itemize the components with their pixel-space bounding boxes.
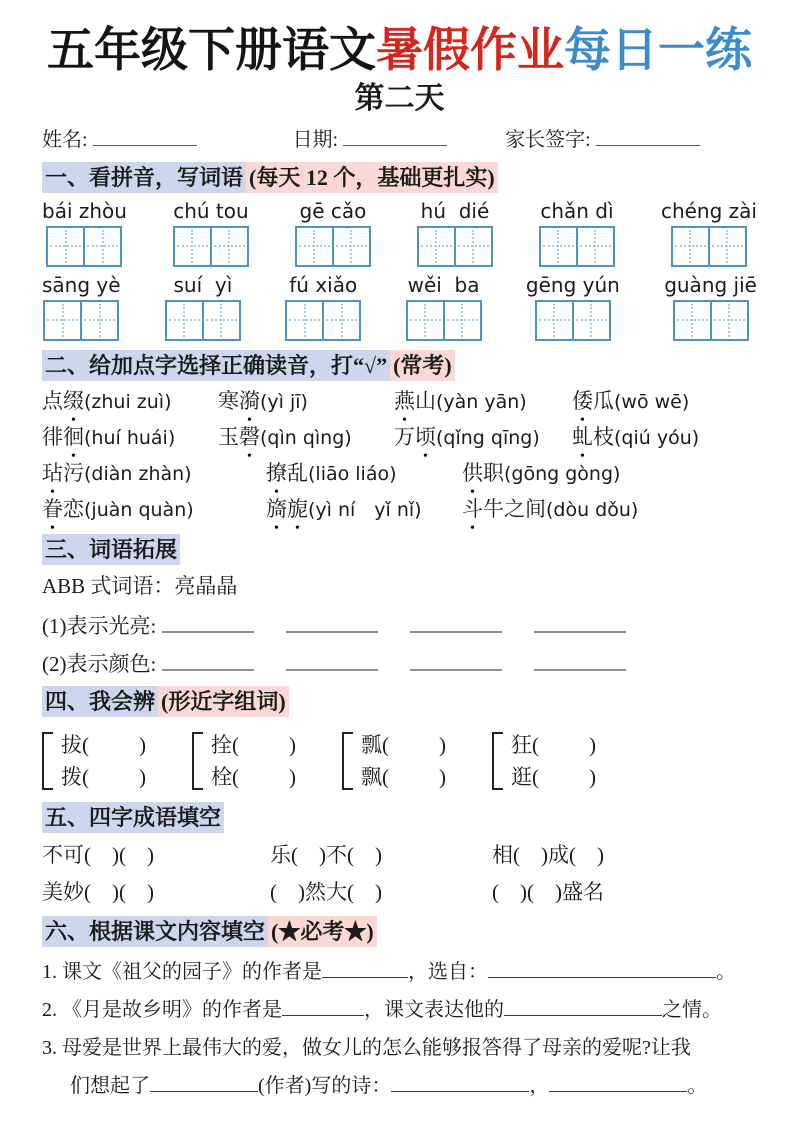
character-pair (192, 729, 296, 793)
fill-blank[interactable] (89, 770, 139, 784)
word-char: 倭 (572, 388, 593, 413)
section2-note: (常考) (390, 350, 455, 381)
writing-grid (539, 226, 615, 267)
writing-grid (417, 226, 493, 267)
pair-line (511, 761, 596, 793)
fill-in-line (42, 998, 757, 1023)
word-row (42, 495, 757, 525)
word-row (42, 459, 757, 489)
fill-blank[interactable] (539, 770, 589, 784)
character-pair (342, 729, 446, 793)
fill-blank[interactable] (488, 963, 716, 978)
pair-line (511, 729, 596, 761)
text-segment: ，课文表达他的 (364, 998, 504, 1021)
title-grade-part: 五年级下册语文 (47, 23, 376, 76)
writing-grid-cell[interactable] (539, 226, 578, 267)
paren-close: ) (139, 764, 146, 789)
date-blank[interactable] (343, 131, 447, 146)
section1-title: 一、看拼音，写词语 (42, 162, 246, 193)
word-char: 漪 (239, 388, 260, 413)
text-segment: ， (529, 1074, 550, 1097)
word-char: 虬 (572, 424, 593, 449)
paren-open: ( (82, 732, 89, 757)
character-pair (492, 729, 596, 793)
writing-grid (671, 226, 747, 267)
bracket-icon (192, 732, 203, 790)
line-label: (2)表示颜色: (42, 651, 162, 676)
writing-grid-cell[interactable] (80, 300, 119, 341)
idiom-item: 乐( )不( ) (270, 842, 382, 867)
word-char: 斗 (462, 496, 483, 521)
paren-close: ) (439, 764, 446, 789)
section2-title: 二、给加点字选择正确读音，打“√” (42, 350, 390, 381)
word-char: 万 (394, 424, 415, 449)
writing-grid (46, 226, 122, 267)
fill-blank[interactable] (239, 738, 289, 752)
paren-open: ( (532, 764, 539, 789)
word-char: 恋 (63, 496, 84, 521)
pinyin-row (42, 274, 757, 341)
writing-grid-cell[interactable] (173, 226, 212, 267)
similar-characters-area (42, 729, 757, 793)
writing-grid-cell[interactable] (576, 226, 615, 267)
fill-in-line (42, 960, 757, 985)
pair-line (61, 729, 146, 761)
paren-close: ) (289, 732, 296, 757)
word-char: 牛 (483, 496, 504, 521)
word-char: 污 (63, 460, 84, 485)
section4-title: 四、我会辨 (42, 686, 158, 717)
pinyin-word: suí yì (173, 272, 233, 297)
text-segment: (作者)写的诗： (258, 1074, 392, 1097)
writing-grid-cell[interactable] (443, 300, 482, 341)
text-segment: 。 (716, 960, 736, 983)
text-segment: 3. 母爱是世界上最伟大的爱，做女儿的怎么能够报答得了母亲的爱呢?让我 (42, 1036, 691, 1059)
fill-blank[interactable] (162, 655, 254, 671)
character: 狂 (511, 732, 532, 757)
word-char: 瓜 (593, 388, 614, 413)
pair-line (361, 761, 446, 793)
word-row (42, 423, 757, 453)
line-label: (1)表示光亮: (42, 613, 162, 638)
character: 栓 (211, 764, 232, 789)
word-char: 顷 (415, 424, 436, 449)
fill-in-line (70, 1074, 757, 1099)
section4-note: (形近字组词) (158, 686, 289, 717)
section3-heading (42, 535, 757, 565)
fill-blank[interactable] (162, 617, 254, 633)
pinyin-reading: (zhui zuì) (84, 390, 172, 413)
pinyin-word-column (417, 200, 493, 267)
section6-title: 六、根据课文内容填空 (42, 916, 268, 947)
section3-title: 三、词语拓展 (42, 534, 180, 565)
paren-open: ( (232, 732, 239, 757)
pinyin-writing-area (42, 200, 757, 341)
idiom-item: 美妙( )( ) (42, 879, 154, 904)
word-extension-line (42, 651, 757, 677)
pinyin-reading: (yì jī) (260, 390, 308, 413)
pinyin-word-column (285, 274, 361, 341)
fill-blank[interactable] (534, 655, 626, 671)
writing-grid (43, 300, 119, 341)
pinyin-row (42, 200, 757, 267)
writing-grid-cell[interactable] (202, 300, 241, 341)
pinyin-word-column (42, 200, 127, 267)
word-char: 旎 (287, 496, 308, 521)
pair-line (211, 761, 296, 793)
writing-grid-cell[interactable] (285, 300, 324, 341)
pinyin-word-column (42, 274, 121, 341)
pinyin-word: bái zhòu (42, 198, 127, 223)
word-char: 点 (42, 388, 63, 413)
text-segment: ，选自： (408, 960, 488, 983)
word-row (42, 387, 757, 417)
word-char: 徘 (42, 424, 63, 449)
pinyin-word: chú tou (173, 198, 249, 223)
pinyin-reading: (qǐng qīng) (436, 426, 540, 449)
pair-line (211, 729, 296, 761)
pair-column (361, 729, 446, 793)
fill-blank[interactable] (150, 1077, 258, 1092)
word-item (42, 423, 218, 453)
paren-close: ) (589, 764, 596, 789)
fill-blank[interactable] (322, 963, 408, 978)
pinyin-word-column (539, 200, 615, 267)
word-char: 磬 (239, 424, 260, 449)
pinyin-word: hú dié (420, 198, 490, 223)
section6-note: (★必考★) (268, 916, 377, 947)
text-segment: 2. 《月是故乡明》的作者是 (42, 998, 282, 1021)
writing-grid-cell[interactable] (417, 226, 456, 267)
fill-blank[interactable] (239, 770, 289, 784)
paren-open: ( (382, 764, 389, 789)
text-segment: 之情。 (662, 998, 722, 1021)
pinyin-reading: (yì ní yǐ nǐ) (308, 498, 422, 521)
fill-blank[interactable] (89, 738, 139, 752)
text-fill-area (42, 960, 757, 1099)
section6-heading (42, 917, 757, 947)
word-char: 旖 (266, 496, 287, 521)
fill-blank[interactable] (282, 1001, 364, 1016)
pinyin-word: gē cǎo (299, 198, 367, 223)
writing-grid-cell[interactable] (535, 300, 574, 341)
paren-close: ) (589, 732, 596, 757)
word-item (462, 495, 638, 525)
pair-column (511, 729, 596, 793)
word-char: 眷 (42, 496, 63, 521)
paren-close: ) (439, 732, 446, 757)
date-label: 日期: (292, 128, 344, 151)
idiom-item: 不可( )( ) (42, 842, 154, 867)
word-item (462, 459, 620, 489)
fill-in-line (42, 1036, 757, 1061)
day-heading: 第二天 (354, 81, 445, 115)
character: 逛 (511, 764, 532, 789)
writing-grid-cell[interactable] (572, 300, 611, 341)
pinyin-word: gēng yún (525, 272, 620, 297)
pinyin-reading: (liāo liáo) (308, 462, 397, 485)
bracket-icon (342, 732, 353, 790)
word-char: 玉 (218, 424, 239, 449)
fill-blank[interactable] (391, 1077, 529, 1092)
word-char: 玷 (42, 460, 63, 485)
writing-grid-cell[interactable] (406, 300, 445, 341)
info-row (42, 127, 757, 153)
word-item (42, 387, 218, 417)
pinyin-word-column (406, 274, 482, 341)
writing-grid-cell[interactable] (295, 226, 334, 267)
writing-grid (535, 300, 611, 341)
writing-grid-cell[interactable] (332, 226, 371, 267)
writing-grid (165, 300, 241, 341)
bracket-icon (492, 732, 503, 790)
title-daily-part: 每日一练 (564, 23, 752, 76)
word-char: 缀 (63, 388, 84, 413)
pinyin-word-column (664, 274, 757, 341)
pinyin-word: wěi ba (407, 272, 480, 297)
paren-open: ( (382, 732, 389, 757)
word-char: 徊 (63, 424, 84, 449)
writing-grid-cell[interactable] (708, 226, 747, 267)
word-char: 山 (415, 388, 436, 413)
writing-grid-cell[interactable] (210, 226, 249, 267)
character: 拨 (61, 764, 82, 789)
word-char: 之 (504, 496, 525, 521)
pinyin-reading: (gōng gòng) (504, 462, 621, 485)
writing-grid (295, 226, 371, 267)
fill-blank[interactable] (504, 1001, 662, 1016)
character: 拔 (61, 732, 82, 757)
writing-grid (673, 300, 749, 341)
word-item (42, 495, 266, 525)
character-pair (42, 729, 146, 793)
pinyin-word-column (526, 274, 620, 341)
word-item (394, 387, 572, 417)
pair-line (361, 729, 446, 761)
fill-blank[interactable] (389, 738, 439, 752)
idiom-item: ( )( )盛名 (492, 879, 604, 904)
word-char: 寒 (218, 388, 239, 413)
pinyin-word: chǎn dì (540, 198, 614, 223)
writing-grid-cell[interactable] (46, 226, 85, 267)
word-item (394, 423, 572, 453)
writing-grid-cell[interactable] (43, 300, 82, 341)
pronunciation-choice-area (42, 387, 757, 525)
abb-words-intro: ABB 式词语：亮晶晶 (42, 573, 238, 598)
fill-blank[interactable] (534, 617, 626, 633)
writing-grid-cell[interactable] (322, 300, 361, 341)
text-segment: 们想起了 (70, 1074, 150, 1097)
pinyin-word: sāng yè (42, 272, 121, 297)
writing-grid (285, 300, 361, 341)
fill-blank[interactable] (286, 617, 378, 633)
word-item (572, 423, 699, 453)
bracket-icon (42, 732, 53, 790)
writing-grid-cell[interactable] (671, 226, 710, 267)
pair-line (61, 761, 146, 793)
date-field (293, 127, 448, 153)
word-extension-area (42, 613, 757, 677)
pinyin-reading: (dòu dǒu) (546, 498, 639, 521)
section2-heading (42, 351, 757, 381)
word-char: 间 (525, 496, 546, 521)
writing-grid (173, 226, 249, 267)
pinyin-word-column (661, 200, 757, 267)
pinyin-reading: (huí huái) (84, 426, 176, 449)
character: 飘 (361, 764, 382, 789)
word-item (266, 459, 462, 489)
paren-open: ( (82, 764, 89, 789)
name-label: 姓名: (42, 128, 93, 151)
word-item (266, 495, 462, 525)
main-title (42, 24, 757, 77)
character: 瓢 (361, 732, 382, 757)
section5-heading (42, 803, 757, 833)
section1-note: (每天 12 个，基础更扎实) (246, 162, 498, 193)
paren-open: ( (232, 764, 239, 789)
signature-blank[interactable] (596, 131, 700, 146)
writing-grid-cell[interactable] (83, 226, 122, 267)
idiom-item: 相( )成( ) (492, 842, 604, 867)
word-item (42, 459, 266, 489)
word-char: 燕 (394, 388, 415, 413)
paren-close: ) (289, 764, 296, 789)
pinyin-reading: (qìn qìng) (260, 426, 352, 449)
fill-blank[interactable] (286, 655, 378, 671)
name-blank[interactable] (93, 131, 197, 146)
fill-blank[interactable] (539, 738, 589, 752)
signature-field (505, 127, 700, 153)
fill-blank[interactable] (389, 770, 439, 784)
pinyin-reading: (diàn zhàn) (84, 462, 192, 485)
idiom-row (42, 877, 757, 907)
idiom-row (42, 840, 757, 870)
word-char: 乱 (287, 460, 308, 485)
paren-open: ( (532, 732, 539, 757)
pinyin-reading: (juàn quàn) (84, 498, 194, 521)
pair-column (61, 729, 146, 793)
text-segment: 1. 课文《祖父的园子》的作者是 (42, 960, 322, 983)
word-char: 枝 (593, 424, 614, 449)
pinyin-reading: (qiú yóu) (614, 426, 700, 449)
fill-blank[interactable] (410, 617, 502, 633)
writing-grid-cell[interactable] (454, 226, 493, 267)
title-holiday-part: 暑假作业 (376, 23, 564, 76)
pair-column (211, 729, 296, 793)
writing-grid-cell[interactable] (165, 300, 204, 341)
word-char: 撩 (266, 460, 287, 485)
fill-blank[interactable] (410, 655, 502, 671)
word-item (218, 423, 394, 453)
text-segment: 。 (687, 1074, 708, 1097)
word-char: 职 (483, 460, 504, 485)
writing-grid-cell[interactable] (710, 300, 749, 341)
pinyin-word: chéng zài (660, 198, 757, 223)
section1-heading (42, 163, 757, 193)
section4-heading (42, 687, 757, 717)
pinyin-word: fú xiǎo (289, 272, 358, 297)
section5-title: 五、四字成语填空 (42, 802, 224, 833)
pinyin-reading: (yàn yān) (436, 390, 527, 413)
word-item (218, 387, 394, 417)
character: 拴 (211, 732, 232, 757)
pinyin-word-column (295, 200, 371, 267)
word-char: 供 (462, 460, 483, 485)
word-extension-line (42, 613, 757, 639)
pinyin-word: guàng jiē (664, 272, 757, 297)
paren-close: ) (139, 732, 146, 757)
idiom-item: ( )然大( ) (270, 879, 382, 904)
name-field (42, 127, 197, 153)
writing-grid-cell[interactable] (673, 300, 712, 341)
idiom-fill-area (42, 840, 757, 907)
pinyin-reading: (wō wē) (614, 390, 690, 413)
word-item (572, 387, 689, 417)
writing-grid (406, 300, 482, 341)
signature-label: 家长签字: (505, 128, 596, 151)
pinyin-word-column (173, 200, 249, 267)
pinyin-word-column (165, 274, 241, 341)
fill-blank[interactable] (549, 1077, 687, 1092)
